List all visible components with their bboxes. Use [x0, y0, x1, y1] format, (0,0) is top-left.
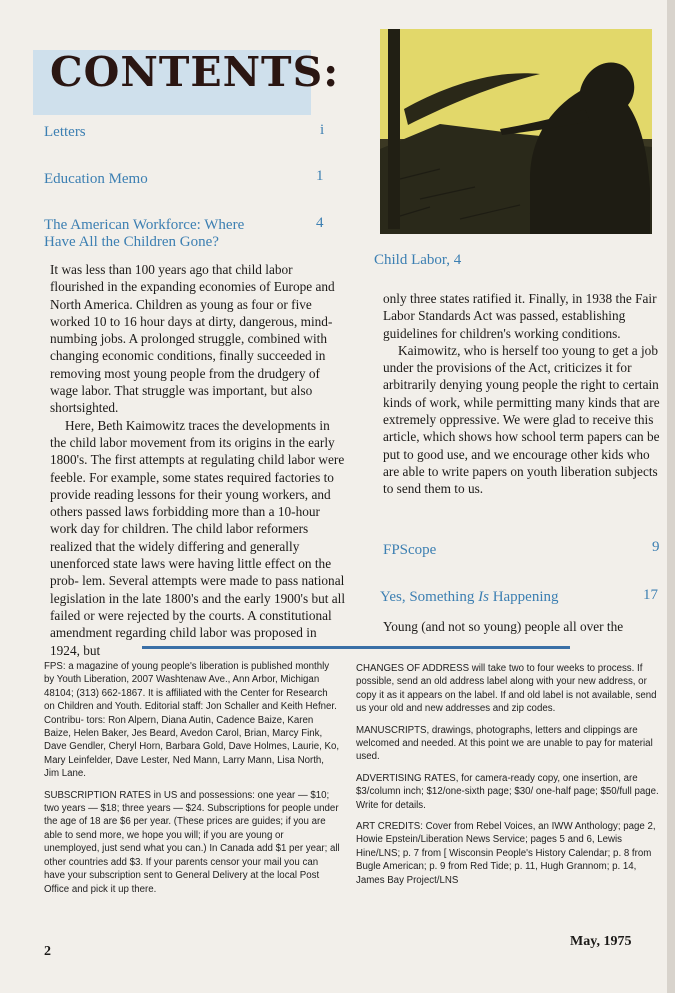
- toc-education-memo-page: 1: [316, 168, 324, 184]
- toc-letters[interactable]: Letters: [44, 124, 86, 140]
- article-right-column: [383, 290, 664, 498]
- contents-title: CONTENTS:: [50, 48, 340, 96]
- toc-education-memo[interactable]: Education Memo: [44, 171, 148, 187]
- page-edge: [667, 0, 675, 993]
- issue-date: May, 1975: [570, 934, 632, 949]
- child-labor-photo-art: [380, 29, 652, 234]
- colophon-subscription: SUBSCRIPTION RATES in US and possessions: one year — $10; two years — $18; three years — $24. Subscriptions for people under the age of 18 are $6 per year. (These prices are guides; if you are able to send more, we hope you will; if you are young or unemployed, just send what you can.) In Canada add $1 per year; all other countries add $3. If your parents censor your mail you can have your subscription sent to General Delivery at the local Post Office and pick it up there.: [44, 789, 340, 895]
- article-paragraph-1: It was less than 100 years ago that child labor flourished in the expanding economies of Europe and North America. Children as young as four or five worked 10 to 16 hour days at dirty, dangerous, mind-numbing jobs. A prolonged struggle, combined with changing economic conditions, finally succeeded in removing most young people from the drudgery of wage labor. That struggle was important, but also shortsighted.: [50, 262, 335, 416]
- toc-workforce-page: 4: [316, 215, 324, 231]
- colophon-art-credits: ART CREDITS: Cover from Rebel Voices, an IWW Anthology; page 2, Howie Epstein/Liberation News Service; pages 5 and 6, Lewis Hine/LNS; p. 7 from [ Wisconsin People's History Calendar; p. 8 from Bugle American; p. 9 from Red Tide; p. 11, Hugh Grannom; p. 14, James Bay Project/LNS: [356, 821, 656, 886]
- toc-fpscope[interactable]: FPScope: [383, 542, 437, 558]
- toc-happening-part-a: Yes, Something: [380, 589, 479, 605]
- toc-happening-emphasis: Is: [478, 589, 489, 605]
- toc-workforce[interactable]: [44, 217, 244, 251]
- photo-caption: Child Labor, 4: [374, 252, 462, 268]
- colophon-address: CHANGES OF ADDRESS will take two to four weeks to process. If possible, send an old address label along with your new address, or copy it as it appears on the label. If and old label is not available, send us your old and new addresses and zip codes.: [356, 663, 657, 715]
- child-labor-photo: [380, 29, 652, 234]
- article-paragraph-4: Kaimowitz, who is herself too young to get a job under the provisions of the Act, criticizes it for arbitrarily denying young people the right to certain kinds of work, while permitting many kinds that are extremely oppressive. We were glad to receive this article, which shows how school term papers can be put to good use, and we encourage other kids who are able to write papers on youth liberation subjects to send them to us.: [383, 342, 660, 497]
- toc-happening-part-b: Happening: [488, 589, 559, 605]
- happening-lead-text: Young (and not so young) people all over the: [383, 619, 624, 634]
- article-paragraph-2: Here, Beth Kaimowitz traces the developments in the child labor movement from its origins in the early 1800's. The first attempts at regulating child labor were feeble. For example, some states required factories to provide reading lessons for their young workers, and others passed laws forbidding more than a 10-hour work day for children. The child labor reformers realized that the widely differing and generally unenforced state laws were having little effect on the prob- lem. Several attempts were made to pass national legislation in the late 1800's and the early 1900's but all failed or were rejected by the courts. A constitutional amendment regarding child labor was proposed in 1924, but: [50, 417, 346, 658]
- toc-fpscope-page: 9: [652, 539, 660, 555]
- article-left-column: [50, 261, 348, 659]
- colophon-right: [356, 662, 666, 895]
- toc-workforce-line1: The American Workforce: Where: [44, 217, 245, 233]
- colophon-left: [44, 660, 340, 904]
- toc-workforce-line2: Have All the Children Gone?: [44, 234, 219, 250]
- colophon-publisher: FPS: a magazine of young people's liberation is published monthly by Youth Liberation, 2007 Washtenaw Ave., Ann Arbor, Michigan 48104; (313) 662-1867. It is affiliated with the Center for Research on Children and Youth. Editorial staff: Jon Schaller and Keith Hefner. Contribu- tors: Ron Alpern, Diana Autin, Cadence Baize, Karen Baize, Helen Baker, Jes Beard, Avedon Carol, Brian, Marcy Fink, Dave Gendler, Cheryl Horn, Barbara Gold, Dave Holmes, Laurie, Ko, Mary Leinfelder, Dave Lester, Ned Mann, Larry Mann, Lisa North, Jim Lane.: [44, 661, 340, 780]
- article-paragraph-3: only three states ratified it. Finally, in 1938 the Fair Labor Standards Act was passed, establishing guidelines for children's working conditions.: [383, 291, 657, 341]
- page-number: 2: [44, 944, 51, 959]
- toc-happening-page: 17: [643, 587, 658, 603]
- toc-letters-page: i: [320, 122, 325, 138]
- toc-happening[interactable]: [380, 589, 559, 606]
- colophon-advertising: ADVERTISING RATES, for camera-ready copy, one insertion, are $3/column inch; $12/one-sixth page; $30/ one-half page; $50/full page. Write for details.: [356, 772, 659, 811]
- divider-rule: [142, 646, 570, 649]
- colophon-manuscripts: MANUSCRIPTS, drawings, photographs, letters and clippings are welcomed and needed. At this point we are unable to pay for material used.: [356, 724, 653, 763]
